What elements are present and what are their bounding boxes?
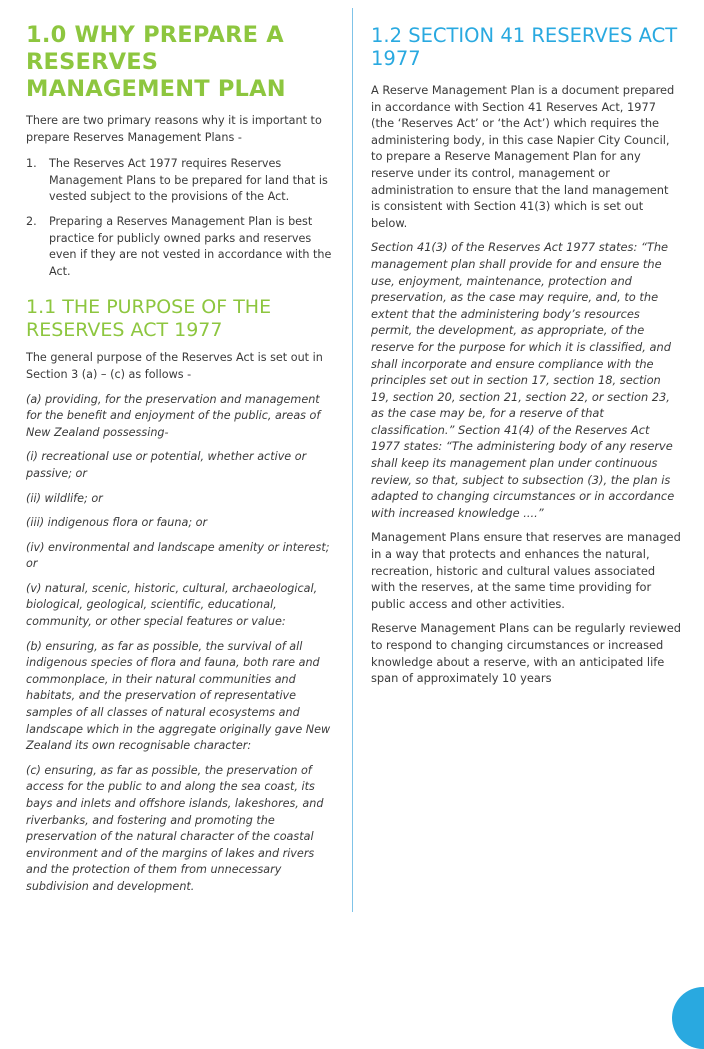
clause-v: (v) natural, scenic, historic, cultural, archaeological, biological, geological, scientific, educational, community, or other special features or value: bbox=[26, 581, 318, 629]
intro-paragraph: There are two primary reasons why it is important to prepare Reserves Management Plans - bbox=[26, 114, 322, 144]
review-paragraph: Reserve Management Plans can be regularly reviewed to respond to changing circumstances or increased knowledge about a reserve, with an anticipated life span of approximately 10 years bbox=[371, 621, 681, 686]
list-text: Preparing a Reserves Management Plan is best practice for publicly owned parks and reserves even if they are not vested in accordance with the Act. bbox=[49, 214, 332, 278]
list-number: 1. bbox=[26, 157, 37, 171]
management-plans-paragraph: Management Plans ensure that reserves are managed in a way that protects and enhances the natural, recreation, historic and cultural values associated with the reserves, at the same time providing for public access and other activities. bbox=[371, 530, 681, 611]
section-1-2-heading: 1.2 SECTION 41 RESERVES ACT 1977 bbox=[371, 24, 678, 70]
clause-ii: (ii) wildlife; or bbox=[26, 491, 103, 505]
clause-b: (b) ensuring, as far as possible, the survival of all indigenous species of flora and fauna, both rare and commonplace, in their natural communities and habitats, and the preservation of representative samples of all classes of natural ecosystems and landscape which in the aggregate originally gave New Zealand its own recognisable character: bbox=[26, 639, 331, 753]
section-41-paragraph: A Reserve Management Plan is a document prepared in accordance with Section 41 Reserves Act, 1977 (the ‘Reserves Act’ or ‘the Act’) which requires the administering body, in this case Napier City Council, to prepare a Reserve Management Plan for any reserve under its control, management or administration to ensure that the land management is consistent with Section 41(3) which is set out below. bbox=[371, 83, 675, 230]
clause-iv: (iv) environmental and landscape amenity or interest; or bbox=[26, 540, 330, 571]
section-1-0-heading: 1.0 WHY PREPARE A RESERVES MANAGEMENT PLAN bbox=[26, 22, 286, 102]
purpose-intro: The general purpose of the Reserves Act is set out in Section 3 (a) – (c) as follows - bbox=[26, 351, 323, 381]
page-corner-decoration bbox=[672, 987, 704, 1049]
clause-a: (a) providing, for the preservation and management for the benefit and enjoyment of the public, areas of New Zealand possessing- bbox=[26, 392, 321, 439]
clause-iii: (iii) indigenous flora or fauna; or bbox=[26, 516, 208, 530]
left-column bbox=[26, 22, 334, 904]
reasons-list bbox=[26, 156, 334, 280]
right-column bbox=[371, 24, 681, 695]
clause-i: (i) recreational use or potential, whether active or passive; or bbox=[26, 450, 307, 480]
section-1-1-heading: 1.1 THE PURPOSE OF THE RESERVES ACT 1977 bbox=[26, 296, 272, 342]
list-text: The Reserves Act 1977 requires Reserves Management Plans to be prepared for land that is vested subject to the provisions of the Act. bbox=[49, 157, 328, 204]
clause-c: (c) ensuring, as far as possible, the preservation of access for the public to and along the sea coast, its bays and inlets and offshore islands, lakeshores, and riverbanks, and fostering and promoting the preservation of the natural character of the coastal environment and of the margins of lakes and rivers and the protection of them from unnecessary subdivision and development. bbox=[26, 763, 324, 893]
list-number: 2. bbox=[26, 214, 37, 228]
list-item bbox=[26, 156, 334, 206]
column-divider bbox=[352, 8, 353, 912]
list-item bbox=[26, 214, 334, 280]
section-41-quote: Section 41(3) of the Reserves Act 1977 states: “The management plan shall provide for and ensure the use, enjoyment, maintenance, protection and preservation, as the case may require, and, to the extent that the administering body’s resources permit, the development, as appropriate, of the reserve for the purpose for which it is classified, and shall incorporate and ensure compliance with the principles set out in section 17, section 18, section 19, section 20, section 21, section 22, or section 23, as the case may be, for a reserve of that classification.” Section 41(4) of the Reserves Act 1977 states: “The administering body of any reserve shall keep its management plan under continuous review, so that, subject to subsection (3), the plan is adapted to changing circumstances or in accordance with increased knowledge ....” bbox=[371, 240, 675, 520]
